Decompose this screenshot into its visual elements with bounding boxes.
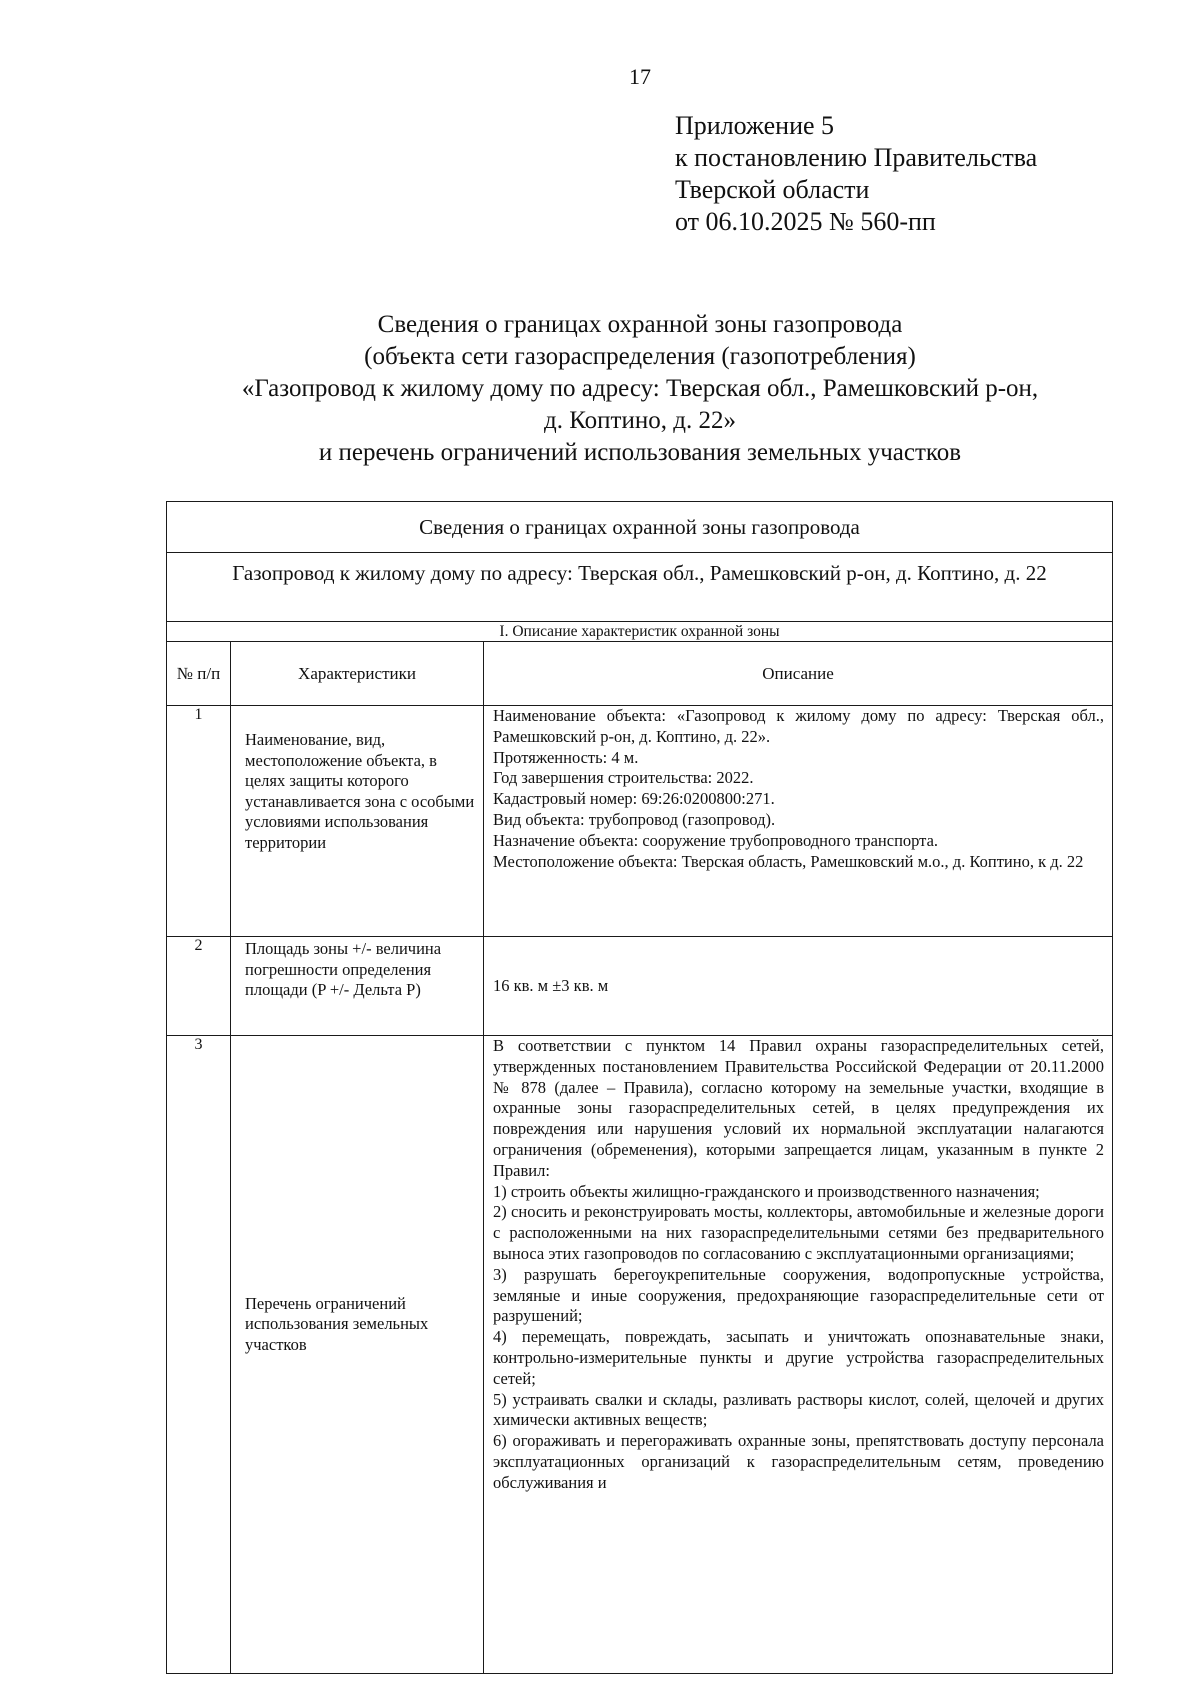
description-line: Вид объекта: трубопровод (газопровод). <box>493 809 776 829</box>
appendix-line: от 06.10.2025 № 560-пп <box>675 207 936 236</box>
column-header-description: Описание <box>484 642 1113 706</box>
title-line: д. Коптино, д. 22» <box>544 407 736 434</box>
row-characteristic: Площадь зоны +/- величина погрешности определения площади (P +/- Дельта P) <box>231 937 484 1036</box>
table-header-title: Сведения о границах охранной зоны газопровода <box>167 502 1113 553</box>
object-name-row <box>167 553 1113 622</box>
description-line: Кадастровый номер: 69:26:0200800:271. <box>493 789 775 809</box>
title-line: и перечень ограничений использования земельных участков <box>318 439 962 466</box>
page-number: 17 <box>629 64 651 89</box>
description-paragraph: В соответствии с пунктом 14 Правил охраны газораспределительных сетей, утвержденных постановлением Правительства Российской Федерации от 20.11.2000 № 878 (далее – Правила), согласно которому на земельные участки, входящие в охранные зоны газораспределительных сетей, в целях предупреждения их повреждения или нарушения условий их нормальной эксплуатации налагаются ограничения (обременения), которыми запрещается лицам, указанным в пункте 2 Правил: <box>493 1036 1105 1180</box>
zone-info-table <box>166 501 1113 1674</box>
row-number: 2 <box>167 937 231 1036</box>
description-paragraph: 1) строить объекты жилищно-гражданского и производственного назначения; <box>493 1181 1040 1201</box>
row-characteristic: Наименование, вид, местоположение объекта, в целях защиты которого устанавливается зона с особыми условиями использования территории <box>231 706 484 937</box>
appendix-line: Тверской области <box>675 175 870 204</box>
table-row <box>167 937 1113 1036</box>
description-line: Назначение объекта: сооружение трубопроводного транспорта. <box>493 830 939 850</box>
document-title <box>160 309 1120 469</box>
description-line: Местоположение объекта: Тверская область, Рамешковский м.о., д. Коптино, к д. 22 <box>493 851 1084 871</box>
title-line: Сведения о границах охранной зоны газопровода <box>377 311 903 338</box>
row-description <box>484 706 1113 937</box>
column-header-characteristic: Характеристики <box>231 642 484 706</box>
row-characteristic: Перечень ограничений использования земельных участков <box>231 1036 484 1674</box>
section-title: I. Описание характеристик охранной зоны <box>167 622 1113 642</box>
table-row <box>167 706 1113 937</box>
description-line: Протяженность: 4 м. <box>493 747 639 767</box>
object-name: Газопровод к жилому дому по адресу: Тверская обл., Рамешковский р-он, д. Коптино, д. 22 <box>167 553 1113 622</box>
row-description <box>484 1036 1113 1674</box>
description-paragraph: 2) сносить и реконструировать мосты, коллекторы, автомобильные и железные дороги с расположенными на них газораспределительными сетями без предварительного выноса этих газопроводов по согласованию с эксплуатационными организациями; <box>493 1202 1105 1263</box>
description-paragraph: 6) огораживать и перегораживать охранные зоны, препятствовать доступу персонала эксплуатационных организаций к газораспределительным сетям, проведению обслуживания и <box>493 1431 1105 1492</box>
row-description <box>484 937 1113 1036</box>
section-row <box>167 622 1113 642</box>
description-paragraph: 3) разрушать берегоукрепительные сооружения, водопропускные устройства, земляные и иные сооружения, предохраняющие газораспределительные сети от разрушений; <box>493 1264 1105 1326</box>
appendix-line: к постановлению Правительства <box>675 143 1038 172</box>
description-paragraph: 5) устраивать свалки и склады, разливать растворы кислот, солей, щелочей и других химически активных веществ; <box>493 1389 1105 1430</box>
title-line: «Газопровод к жилому дому по адресу: Тверская обл., Рамешковский р-он, <box>241 375 1039 402</box>
row-number: 1 <box>167 706 231 937</box>
table-header-row <box>167 502 1113 553</box>
title-line: (объекта сети газораспределения (газопотребления) <box>364 343 916 370</box>
description-line: 16 кв. м ±3 кв. м <box>493 975 609 995</box>
description-line: Год завершения строительства: 2022. <box>493 768 754 788</box>
description-line: Наименование объекта: «Газопровод к жилому дому по адресу: Тверская обл., Рамешковский р-он, д. Коптино, д. 22». <box>493 706 1105 746</box>
description-paragraph: 4) перемещать, повреждать, засыпать и уничтожать опознавательные знаки, контрольно-измерительные пункты и другие устройства газораспределительных сетей; <box>493 1327 1105 1388</box>
column-header-row <box>167 642 1113 706</box>
column-header-num: № п/п <box>167 642 231 706</box>
appendix-line: Приложение 5 <box>675 111 835 140</box>
table-row <box>167 1036 1113 1674</box>
appendix-block <box>675 110 1037 238</box>
row-number: 3 <box>167 1036 231 1674</box>
